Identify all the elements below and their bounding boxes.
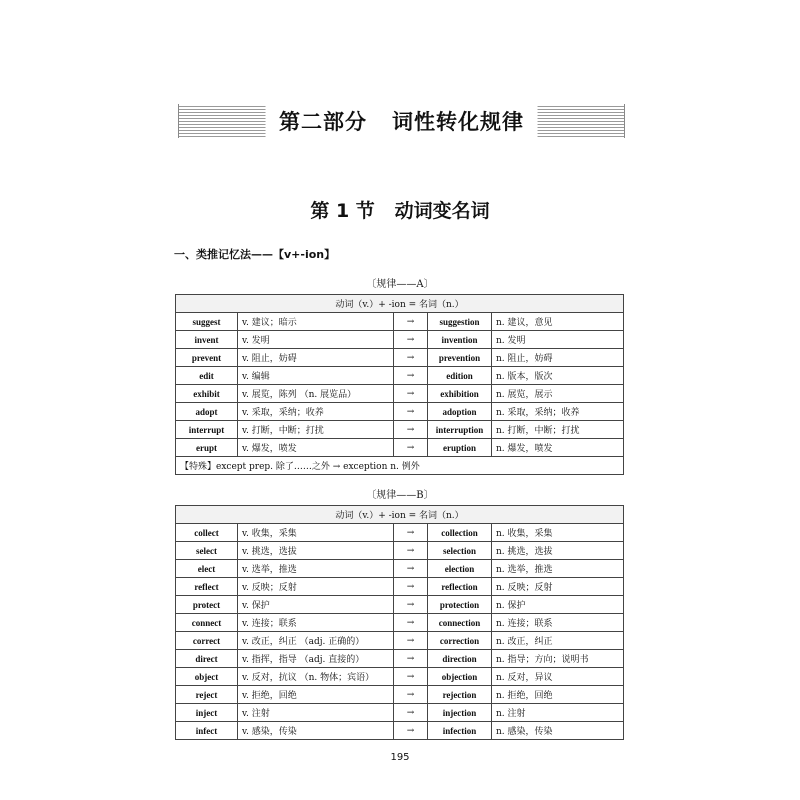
verb-meaning-cell: v. 感染，传染 (238, 722, 394, 740)
noun-meaning-cell: n. 爆发，喷发 (492, 439, 624, 457)
verb-cell: correct (176, 632, 238, 650)
arrow-cell: → (394, 560, 428, 578)
noun-meaning-cell: n. 版本，版次 (492, 367, 624, 385)
table-row (176, 596, 624, 614)
noun-cell: prevention (428, 349, 492, 367)
noun-cell: infection (428, 722, 492, 740)
verb-meaning-cell: v. 选举，推选 (238, 560, 394, 578)
table-row (176, 367, 624, 385)
rule-a-label: 〔规律——A〕 (366, 279, 434, 290)
noun-meaning-cell: n. 反对，异议 (492, 668, 624, 686)
special-note: 【特殊】except prep. 除了……之外 → exception n. 例外 (176, 457, 624, 475)
verb-meaning-cell: v. 指挥，指导 （adj. 直接的） (238, 650, 394, 668)
table-header: 动词（v.）+ -ion = 名词（n.） (176, 506, 624, 524)
verb-meaning-cell: v. 爆发，喷发 (238, 439, 394, 457)
noun-cell: edition (428, 367, 492, 385)
verb-cell: invent (176, 331, 238, 349)
verb-cell: edit (176, 367, 238, 385)
noun-meaning-cell: n. 反映；反射 (492, 578, 624, 596)
verb-cell: connect (176, 614, 238, 632)
table-row (176, 632, 624, 650)
noun-meaning-cell: n. 打断，中断；打扰 (492, 421, 624, 439)
table-row (176, 385, 624, 403)
section-title: 第 1 节 动词变名词 (310, 200, 490, 222)
noun-meaning-cell: n. 连接；联系 (492, 614, 624, 632)
rule-b-table (175, 505, 624, 740)
noun-cell: injection (428, 704, 492, 722)
table-row (176, 403, 624, 421)
verb-cell: select (176, 542, 238, 560)
verb-meaning-cell: v. 阻止，妨碍 (238, 349, 394, 367)
verb-meaning-cell: v. 采取，采纳；收养 (238, 403, 394, 421)
arrow-cell: → (394, 722, 428, 740)
verb-cell: exhibit (176, 385, 238, 403)
verb-cell: reject (176, 686, 238, 704)
verb-cell: direct (176, 650, 238, 668)
noun-cell: correction (428, 632, 492, 650)
arrow-cell: → (394, 421, 428, 439)
table-row (176, 686, 624, 704)
noun-meaning-cell: n. 挑选，选拔 (492, 542, 624, 560)
verb-meaning-cell: v. 改正，纠正 （adj. 正确的） (238, 632, 394, 650)
verb-meaning-cell: v. 收集，采集 (238, 524, 394, 542)
arrow-cell: → (394, 313, 428, 331)
table-row (176, 668, 624, 686)
noun-cell: invention (428, 331, 492, 349)
arrow-cell: → (394, 704, 428, 722)
noun-meaning-cell: n. 展览，展示 (492, 385, 624, 403)
verb-meaning-cell: v. 注射 (238, 704, 394, 722)
verb-meaning-cell: v. 保护 (238, 596, 394, 614)
table-row (176, 331, 624, 349)
noun-cell: rejection (428, 686, 492, 704)
table-row (176, 439, 624, 457)
arrow-cell: → (394, 614, 428, 632)
part-title: 第二部分 词性转化规律 (265, 105, 538, 137)
arrow-cell: → (394, 349, 428, 367)
noun-meaning-cell: n. 改正，纠正 (492, 632, 624, 650)
noun-cell: suggestion (428, 313, 492, 331)
verb-meaning-cell: v. 连接；联系 (238, 614, 394, 632)
verb-meaning-cell: v. 发明 (238, 331, 394, 349)
table-row (176, 614, 624, 632)
verb-cell: inject (176, 704, 238, 722)
arrow-cell: → (394, 439, 428, 457)
rule-b-label: 〔规律——B〕 (366, 490, 434, 501)
verb-meaning-cell: v. 编辑 (238, 367, 394, 385)
table-row (176, 704, 624, 722)
table-row (176, 313, 624, 331)
verb-meaning-cell: v. 反映；反射 (238, 578, 394, 596)
table-row (176, 524, 624, 542)
verb-cell: adopt (176, 403, 238, 421)
noun-meaning-cell: n. 拒绝，回绝 (492, 686, 624, 704)
noun-cell: exhibition (428, 385, 492, 403)
arrow-cell: → (394, 578, 428, 596)
arrow-cell: → (394, 524, 428, 542)
table-row (176, 542, 624, 560)
noun-meaning-cell: n. 采取，采纳；收养 (492, 403, 624, 421)
verb-meaning-cell: v. 挑选，选拔 (238, 542, 394, 560)
noun-cell: objection (428, 668, 492, 686)
verb-cell: erupt (176, 439, 238, 457)
noun-cell: protection (428, 596, 492, 614)
arrow-cell: → (394, 542, 428, 560)
method-heading: 一、类推记忆法——【v+-ion】 (174, 248, 336, 261)
noun-cell: connection (428, 614, 492, 632)
arrow-cell: → (394, 403, 428, 421)
arrow-cell: → (394, 668, 428, 686)
noun-meaning-cell: n. 发明 (492, 331, 624, 349)
noun-meaning-cell: n. 指导；方向；说明书 (492, 650, 624, 668)
part-banner (178, 104, 625, 138)
noun-meaning-cell: n. 注射 (492, 704, 624, 722)
noun-cell: direction (428, 650, 492, 668)
verb-cell: infect (176, 722, 238, 740)
table-row (176, 421, 624, 439)
special-row (176, 457, 624, 475)
verb-cell: interrupt (176, 421, 238, 439)
noun-cell: election (428, 560, 492, 578)
verb-cell: prevent (176, 349, 238, 367)
verb-cell: collect (176, 524, 238, 542)
arrow-cell: → (394, 331, 428, 349)
noun-cell: interruption (428, 421, 492, 439)
arrow-cell: → (394, 367, 428, 385)
noun-meaning-cell: n. 阻止，妨碍 (492, 349, 624, 367)
verb-cell: elect (176, 560, 238, 578)
verb-meaning-cell: v. 建议；暗示 (238, 313, 394, 331)
arrow-cell: → (394, 686, 428, 704)
arrow-cell: → (394, 632, 428, 650)
verb-cell: object (176, 668, 238, 686)
table-row (176, 560, 624, 578)
table-row (176, 578, 624, 596)
noun-meaning-cell: n. 选举，推选 (492, 560, 624, 578)
verb-cell: reflect (176, 578, 238, 596)
noun-cell: reflection (428, 578, 492, 596)
verb-meaning-cell: v. 拒绝，回绝 (238, 686, 394, 704)
table-row (176, 722, 624, 740)
rule-a-table (175, 294, 624, 475)
verb-meaning-cell: v. 展览，陈列 （n. 展览品） (238, 385, 394, 403)
verb-meaning-cell: v. 反对，抗议 （n. 物体；宾语） (238, 668, 394, 686)
verb-cell: protect (176, 596, 238, 614)
page-number: 195 (390, 752, 410, 763)
arrow-cell: → (394, 650, 428, 668)
arrow-cell: → (394, 385, 428, 403)
noun-cell: selection (428, 542, 492, 560)
noun-meaning-cell: n. 建议，意见 (492, 313, 624, 331)
noun-meaning-cell: n. 保护 (492, 596, 624, 614)
arrow-cell: → (394, 596, 428, 614)
verb-cell: suggest (176, 313, 238, 331)
noun-cell: eruption (428, 439, 492, 457)
verb-meaning-cell: v. 打断，中断；打扰 (238, 421, 394, 439)
table-row (176, 650, 624, 668)
noun-cell: collection (428, 524, 492, 542)
table-row (176, 349, 624, 367)
noun-meaning-cell: n. 收集，采集 (492, 524, 624, 542)
noun-cell: adoption (428, 403, 492, 421)
table-header: 动词（v.）+ -ion = 名词（n.） (176, 295, 624, 313)
noun-meaning-cell: n. 感染，传染 (492, 722, 624, 740)
